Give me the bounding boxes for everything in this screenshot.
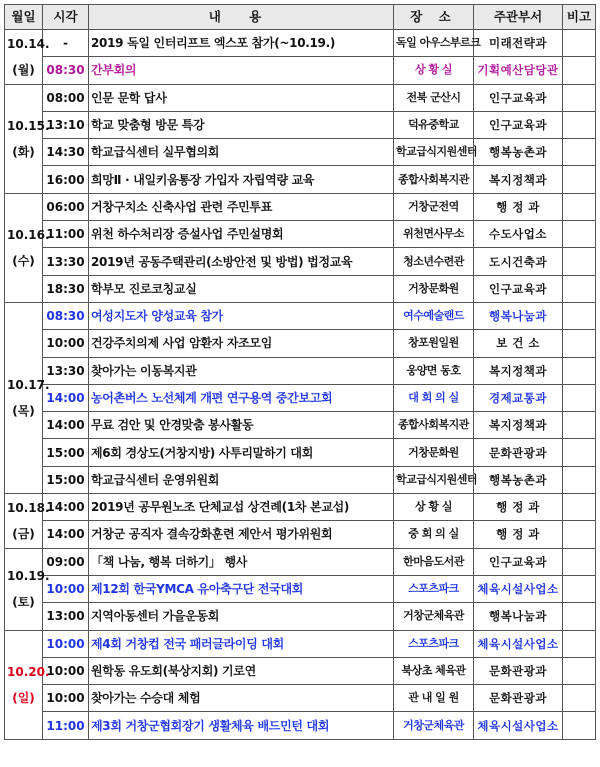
event-note bbox=[563, 221, 596, 248]
event-time: 14:00 bbox=[43, 384, 89, 411]
event-time: 14:00 bbox=[43, 412, 89, 439]
event-time: 14:00 bbox=[43, 521, 89, 548]
schedule-row bbox=[5, 357, 596, 384]
schedule-row bbox=[5, 657, 596, 684]
event-time: 08:30 bbox=[43, 302, 89, 329]
schedule-row bbox=[5, 302, 596, 329]
event-note bbox=[563, 439, 596, 466]
event-note bbox=[563, 548, 596, 575]
schedule-row bbox=[5, 412, 596, 439]
event-content: 건강주치의제 사업 암환자 자조모임 bbox=[89, 330, 394, 357]
day-weekday: (목) bbox=[12, 404, 35, 418]
schedule-row bbox=[5, 384, 596, 411]
event-place: 덕유중학교 bbox=[394, 111, 474, 138]
event-note bbox=[563, 275, 596, 302]
event-note bbox=[563, 685, 596, 712]
header-note: 비고 bbox=[563, 5, 596, 30]
event-note bbox=[563, 494, 596, 521]
day-date: 10.14. bbox=[7, 36, 50, 51]
schedule-row bbox=[5, 575, 596, 602]
event-dept: 행복농촌과 bbox=[474, 466, 563, 493]
event-dept: 복지정책과 bbox=[474, 166, 563, 193]
event-place: 거창군체육관 bbox=[394, 712, 474, 739]
day-date-cell bbox=[5, 84, 50, 193]
day-weekday: (월) bbox=[12, 62, 35, 77]
event-content: 학교 맞춤형 방문 특강 bbox=[89, 111, 394, 138]
event-dept: 행 정 과 bbox=[474, 494, 563, 521]
event-place: 여수예술랜드 bbox=[394, 302, 474, 329]
event-place: 전북 군산시 bbox=[394, 84, 474, 111]
event-place: 북상초 체육관 bbox=[394, 657, 474, 684]
event-place: 웅양면 동호 bbox=[394, 357, 474, 384]
schedule-row bbox=[5, 139, 596, 166]
day-weekday: (수) bbox=[12, 253, 35, 268]
schedule-row bbox=[5, 275, 596, 302]
event-note bbox=[563, 139, 596, 166]
event-time: 13:00 bbox=[43, 603, 89, 630]
event-time: 11:00 bbox=[43, 712, 89, 739]
event-note bbox=[563, 111, 596, 138]
event-place: 창포원일원 bbox=[394, 330, 474, 357]
event-note bbox=[563, 657, 596, 684]
event-note bbox=[563, 248, 596, 275]
schedule-row bbox=[5, 57, 596, 84]
event-dept: 행복농촌과 bbox=[474, 139, 563, 166]
event-dept: 체육시설사업소 bbox=[474, 712, 563, 739]
event-content: 지역아동센터 가을운동회 bbox=[89, 603, 394, 630]
schedule-table bbox=[4, 4, 596, 740]
event-dept: 문화관광과 bbox=[474, 685, 563, 712]
event-time: 15:00 bbox=[43, 439, 89, 466]
event-place: 거창군전역 bbox=[394, 193, 474, 220]
event-place: 종합사회복지관 bbox=[394, 412, 474, 439]
event-dept: 문화관광과 bbox=[474, 657, 563, 684]
event-dept: 복지정책과 bbox=[474, 412, 563, 439]
header-place: 장 소 bbox=[394, 5, 474, 30]
schedule-row bbox=[5, 521, 596, 548]
event-dept: 미래전략과 bbox=[474, 30, 563, 57]
event-place: 위천면사무소 bbox=[394, 221, 474, 248]
event-content: 희망Ⅱ · 내일키움통장 가입자 자립역량 교육 bbox=[89, 166, 394, 193]
schedule-row bbox=[5, 630, 596, 657]
event-time: - bbox=[43, 30, 89, 57]
event-note bbox=[563, 384, 596, 411]
event-dept: 경제교통과 bbox=[474, 384, 563, 411]
event-place: 스포츠파크 bbox=[394, 575, 474, 602]
schedule-row bbox=[5, 330, 596, 357]
event-time: 06:00 bbox=[43, 193, 89, 220]
event-dept: 복지정책과 bbox=[474, 357, 563, 384]
day-date-cell bbox=[5, 548, 50, 630]
schedule-row bbox=[5, 712, 596, 739]
event-place: 상 황 실 bbox=[394, 494, 474, 521]
event-content: 2019 독일 인터리프트 엑스포 참가(~10.19.) bbox=[89, 30, 394, 57]
schedule-row bbox=[5, 84, 596, 111]
day-date-cell bbox=[5, 630, 50, 739]
event-dept: 행 정 과 bbox=[474, 193, 563, 220]
schedule-row bbox=[5, 111, 596, 138]
event-place: 스포츠파크 bbox=[394, 630, 474, 657]
event-note bbox=[563, 30, 596, 57]
event-place: 중 회 의 실 bbox=[394, 521, 474, 548]
event-place: 상 황 실 bbox=[394, 57, 474, 84]
event-dept: 보 건 소 bbox=[474, 330, 563, 357]
event-content: 농어촌버스 노선체계 개편 연구용역 중간보고회 bbox=[89, 384, 394, 411]
day-date: 10.17. bbox=[7, 378, 50, 392]
event-time: 10:00 bbox=[43, 657, 89, 684]
event-dept: 행복나눔과 bbox=[474, 603, 563, 630]
event-dept: 행복나눔과 bbox=[474, 302, 563, 329]
day-date: 10.18. bbox=[7, 500, 50, 515]
event-content: 거창구치소 신축사업 관련 주민투표 bbox=[89, 193, 394, 220]
event-time: 14:30 bbox=[43, 139, 89, 166]
day-date-cell bbox=[5, 494, 50, 549]
schedule-row bbox=[5, 193, 596, 220]
event-time: 08:00 bbox=[43, 84, 89, 111]
event-dept: 행 정 과 bbox=[474, 521, 563, 548]
event-time: 10:00 bbox=[43, 685, 89, 712]
event-content: 학교급식센터 실무협의회 bbox=[89, 139, 394, 166]
schedule-row bbox=[5, 439, 596, 466]
event-content: 「책 나눔, 행복 더하기」 행사 bbox=[89, 548, 394, 575]
event-place: 학교급식지원센터 bbox=[394, 139, 474, 166]
event-dept: 체육시설사업소 bbox=[474, 575, 563, 602]
day-date: 10.15. bbox=[7, 118, 50, 133]
event-dept: 인구교육과 bbox=[474, 548, 563, 575]
event-time: 08:30 bbox=[43, 57, 89, 84]
event-note bbox=[563, 193, 596, 220]
event-content: 간부회의 bbox=[89, 57, 394, 84]
day-date: 10.20. bbox=[7, 664, 50, 679]
event-time: 15:00 bbox=[43, 466, 89, 493]
event-content: 2019년 공무원노조 단체교섭 상견례(1차 본교섭) bbox=[89, 494, 394, 521]
event-dept: 기획예산담당관 bbox=[474, 57, 563, 84]
day-date-cell bbox=[5, 302, 50, 493]
day-date-cell bbox=[5, 193, 50, 302]
event-note bbox=[563, 712, 596, 739]
event-note bbox=[563, 412, 596, 439]
event-note bbox=[563, 330, 596, 357]
event-time: 13:10 bbox=[43, 111, 89, 138]
event-content: 학부모 진로코칭교실 bbox=[89, 275, 394, 302]
event-place: 학교급식지원센터 bbox=[394, 466, 474, 493]
event-note bbox=[563, 84, 596, 111]
event-note bbox=[563, 357, 596, 384]
schedule-row bbox=[5, 603, 596, 630]
day-date-cell bbox=[5, 30, 50, 85]
event-dept: 인구교육과 bbox=[474, 84, 563, 111]
event-time: 10:00 bbox=[43, 330, 89, 357]
event-time: 14:00 bbox=[43, 494, 89, 521]
schedule-row bbox=[5, 166, 596, 193]
event-note bbox=[563, 57, 596, 84]
day-weekday: (금) bbox=[12, 526, 35, 541]
event-place: 대 회 의 실 bbox=[394, 384, 474, 411]
event-content: 제12회 한국YMCA 유아축구단 전국대회 bbox=[89, 575, 394, 602]
event-content: 무료 검안 및 안경맞춤 봉사활동 bbox=[89, 412, 394, 439]
event-content: 인문 문학 답사 bbox=[89, 84, 394, 111]
event-place: 관 내 일 원 bbox=[394, 685, 474, 712]
event-content: 위천 하수처리장 증설사업 주민설명회 bbox=[89, 221, 394, 248]
event-content: 여성지도자 양성교육 참가 bbox=[89, 302, 394, 329]
event-time: 11:00 bbox=[43, 221, 89, 248]
event-dept: 체육시설사업소 bbox=[474, 630, 563, 657]
event-content: 제4회 거창컵 전국 패러글라이딩 대회 bbox=[89, 630, 394, 657]
event-place: 거창문화원 bbox=[394, 439, 474, 466]
header-date: 월일 bbox=[5, 5, 43, 30]
event-time: 10:00 bbox=[43, 630, 89, 657]
schedule-row bbox=[5, 221, 596, 248]
header-content: 내 용 bbox=[89, 5, 394, 30]
event-place: 한마음도서관 bbox=[394, 548, 474, 575]
event-note bbox=[563, 521, 596, 548]
event-place: 거창군체육관 bbox=[394, 603, 474, 630]
schedule-body bbox=[5, 30, 596, 740]
header-time: 시각 bbox=[43, 5, 89, 30]
event-time: 13:30 bbox=[43, 357, 89, 384]
event-dept: 인구교육과 bbox=[474, 275, 563, 302]
header-row bbox=[5, 5, 596, 30]
day-weekday: (화) bbox=[12, 144, 35, 159]
event-place: 거창문화원 bbox=[394, 275, 474, 302]
event-content: 제6회 경상도(거창지방) 사투리말하기 대회 bbox=[89, 439, 394, 466]
schedule-row bbox=[5, 30, 596, 57]
event-note bbox=[563, 603, 596, 630]
event-dept: 문화관광과 bbox=[474, 439, 563, 466]
event-place: 청소년수련관 bbox=[394, 248, 474, 275]
event-time: 16:00 bbox=[43, 166, 89, 193]
event-content: 원학동 유도회(북상지회) 기로연 bbox=[89, 657, 394, 684]
event-place: 독일 아우스부르크 bbox=[394, 30, 474, 57]
day-date: 10.16. bbox=[7, 227, 50, 242]
event-note bbox=[563, 466, 596, 493]
event-dept: 인구교육과 bbox=[474, 111, 563, 138]
event-content: 찾아가는 수승대 체험 bbox=[89, 685, 394, 712]
event-place: 종합사회복지관 bbox=[394, 166, 474, 193]
event-note bbox=[563, 302, 596, 329]
event-note bbox=[563, 166, 596, 193]
event-content: 학교급식센터 운영위원회 bbox=[89, 466, 394, 493]
event-content: 찾아가는 이동복지관 bbox=[89, 357, 394, 384]
event-time: 18:30 bbox=[43, 275, 89, 302]
event-note bbox=[563, 630, 596, 657]
event-time: 09:00 bbox=[43, 548, 89, 575]
schedule-row bbox=[5, 248, 596, 275]
schedule-row bbox=[5, 494, 596, 521]
event-time: 10:00 bbox=[43, 575, 89, 602]
event-content: 2019년 공동주택관리(소방안전 및 방법) 법정교육 bbox=[89, 248, 394, 275]
day-weekday: (토) bbox=[12, 595, 35, 610]
event-dept: 도시건축과 bbox=[474, 248, 563, 275]
schedule-row bbox=[5, 466, 596, 493]
event-content: 제3회 거창군협회장기 생활체육 배드민턴 대회 bbox=[89, 712, 394, 739]
event-content: 거창군 공직자 결속강화훈련 제안서 평가위원회 bbox=[89, 521, 394, 548]
schedule-row bbox=[5, 685, 596, 712]
day-weekday: (일) bbox=[12, 690, 35, 705]
header-dept: 주관부서 bbox=[474, 5, 563, 30]
schedule-row bbox=[5, 548, 596, 575]
day-date: 10.19. bbox=[7, 569, 50, 584]
event-note bbox=[563, 575, 596, 602]
event-dept: 수도사업소 bbox=[474, 221, 563, 248]
event-time: 13:30 bbox=[43, 248, 89, 275]
